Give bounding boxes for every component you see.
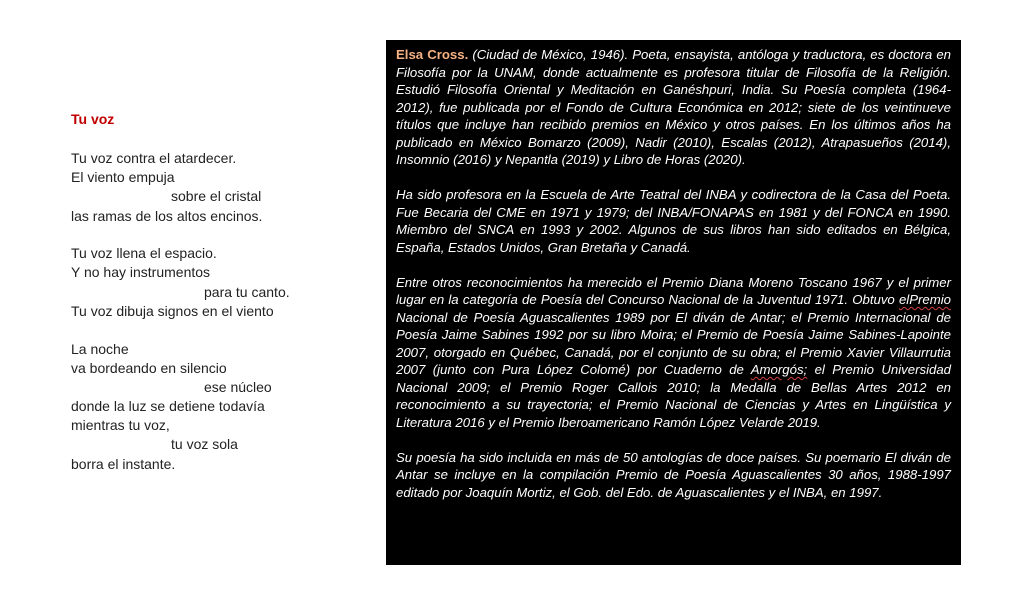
bio-paragraph-2: Ha sido profesora en la Escuela de Arte Teatral del INBA y codirectora de la Casa del Poeta. Fue Becaria del CME en 1971 y 1979; del INBA/FONAPAS en 1981 y del FONCA en 1990. Miembro del SNCA en 1993 y 2002. Algunos de sus libros han sido editados en Bélgica, España, Estados Unidos, Gran Bretaña y Canadá. — [396, 187, 951, 255]
poem-line: Tu voz llena el espacio. — [71, 245, 217, 262]
bio-paragraph-1: Elsa Cross. (Ciudad de México, 1946). Poeta, ensayista, antóloga y traductora, es doctora en Filosofía por la UNAM, donde actualmente es profesora titular de Filosofía de la Religión. Estudió Filosofía Oriental y Meditación en Ganéshpuri, India. Su Poesía completa (1964-2012), fue publicada por el Fondo de Cultura Económica en 2012; siete de los veintinueve títulos que incluye han recibido premios en México y otros países. En los últimos años ha publicado en México Bomarzo (2009), Nadir (2010), Escalas (2012), Atrapasueños (2014), Insomnio (2016) y Nepantla (2019) y Libro de Horas (2020). — [396, 47, 952, 167]
poem-line: donde la luz se detiene todavía — [71, 398, 265, 415]
spellcheck-word: elPremio — [898, 292, 951, 307]
poem-line: Tu voz dibuja signos en el viento — [71, 302, 274, 319]
poem-line: para tu canto. — [204, 283, 290, 300]
stanza — [71, 340, 361, 474]
bio-paragraph-3: Entre otros reconocimientos ha merecido el Premio Diana Moreno Toscano 1967 y el primer lugar en la categoría de Poesía del Concurso Nacional de la Juventud 1971. Obtuvo elPremio Nacional de Poesía Aguascalientes 1989 por El diván de Antar; el Premio Internacional de Poesía Jaime Sabines 1992 por su libro Moira; el Premio de Poesía Jaime Sabines-Lapointe 2007, otorgado en Québec, Canadá, por el conjunto de su obra; el Premio Xavier Villaurrutia 2007 (junto con Pura López Colomé) por Cuaderno de Amorgós; el Premio Universidad Nacional 2009; el Premio Roger Callois 2010; la Medalla de Bellas Artes 2012 en reconocimiento a su trayectoria; el Premio Nacional de Ciencias y Artes en Lingüística y Literatura 2016 y el Premio Iberoamericano Ramón López Velarde 2019. — [396, 274, 952, 430]
poem — [71, 111, 361, 474]
poem-line: Y no hay instrumentos — [71, 264, 211, 281]
poem-line: borra el instante. — [71, 455, 176, 472]
poem-line: Tu voz contra el atardecer. — [71, 150, 237, 166]
bio-paragraph-4: Su poesía ha sido incluida en más de 50 antologías de doce países. Su poemario El diván de Antar se incluye en la compilación Premio de Poesía Aguascalientes 30 años, 1988-1997 editado por Joaquín Mortiz, el Gob. del Edo. de Aguascalientes y el INBA, en 1997. — [396, 449, 951, 500]
poem-line: La noche — [71, 340, 129, 357]
poem-title: Tu voz — [71, 111, 115, 127]
poem-line: las ramas de los altos encinos. — [71, 207, 263, 224]
stanza — [71, 244, 361, 321]
poem-line: va bordeando en silencio — [71, 359, 227, 376]
author-name: Elsa Cross. — [396, 47, 469, 62]
spellcheck-word: Amorgós; — [750, 362, 808, 377]
poem-line: ese núcleo — [204, 378, 272, 395]
poem-line: El viento empuja — [71, 169, 175, 186]
poem-line: sobre el cristal — [171, 188, 262, 205]
poem-line: mientras tu voz, — [71, 417, 170, 434]
stanza — [71, 149, 361, 226]
bio-panel — [386, 40, 961, 565]
poem-line: tu voz sola — [171, 436, 238, 453]
